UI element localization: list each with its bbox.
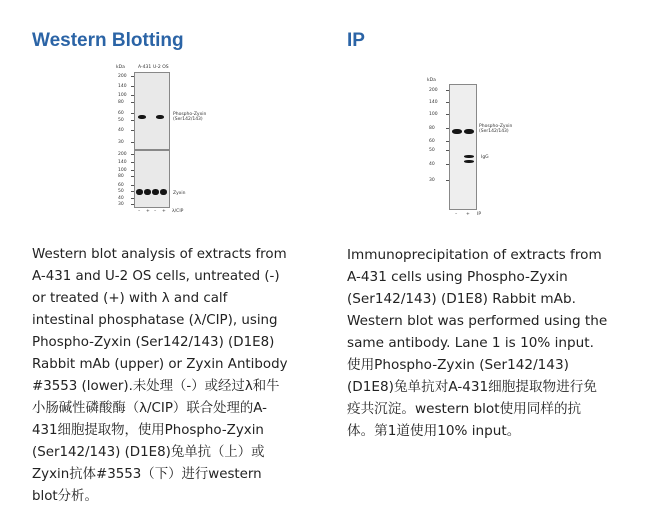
caption-line: Zyxin抗体#3553（下）进行western [32,467,262,482]
mw-marker-label: 100 [429,112,438,117]
mw-marker-label: 200 [429,88,438,93]
mw-marker-tick [446,114,449,115]
caption-line: 体。第1道使用10% input。 [347,423,521,439]
kda-label: kDa [116,65,125,70]
blot-band [138,115,146,119]
kda-label: kDa [427,78,436,83]
mw-marker-label: 80 [429,126,435,131]
caption-line: Immunoprecipitation of extracts from [347,247,602,263]
blot-band [152,189,159,195]
mw-marker-tick [131,142,134,143]
mw-marker-label: 100 [118,168,127,173]
blot-band [156,115,164,119]
caption-line: 小肠碱性磷酸酶（λ/CIP）联合处理的A- [32,401,267,416]
mw-marker-tick [446,150,449,151]
mw-marker-tick [131,198,134,199]
mw-marker-tick [446,180,449,181]
mw-marker-tick [446,102,449,103]
lane-sign: + [466,212,470,217]
mw-marker-label: 40 [118,196,124,201]
blot-band [136,189,143,195]
caption-line: intestinal phosphatase (λ/CIP), using [32,313,278,328]
caption-line: or treated (+) with λ and calf [32,291,228,306]
blot-band [144,189,151,195]
caption-line: #3553 (lower).未处理（-）或经过λ和牛 [32,379,280,394]
caption-line: 使用Phospho-Zyxin (Ser142/143) [347,357,569,373]
phospho-zyxin-band-label: Phospho-Zyxin (Ser142/143) [479,124,513,134]
lane-label: IP [477,212,482,217]
mw-marker-tick [131,191,134,192]
caption-line: 431细胞提取物，使用Phospho-Zyxin [32,423,264,438]
phospho-zyxin-band-label: Phospho-Zyxin (Ser142/143) [173,112,207,122]
western-blotting-heading: Western Blotting [32,30,184,51]
caption-line: (Ser142/143) (D1E8)兔单抗（上）或 [32,445,265,460]
mw-marker-tick [131,113,134,114]
mw-marker-tick [131,86,134,87]
zyxin-band-label: Zyxin [173,191,186,196]
caption-line: Rabbit mAb (upper) or Zyxin Antibody [32,357,288,372]
caption-line: blot分析。 [32,489,98,504]
caption-line: A-431 cells using Phospho-Zyxin [347,269,568,285]
mw-marker-tick [131,130,134,131]
mw-marker-label: 140 [429,100,438,105]
mw-marker-tick [446,141,449,142]
mw-marker-label: 50 [118,118,124,123]
caption-line: 疫共沉淀。western blot使用同样的抗 [347,401,582,417]
blot-band [464,129,474,134]
western-blot-caption [32,244,288,508]
lower-blot-panel [134,150,170,208]
column-label: U-2 OS [153,65,169,70]
igg-band [464,160,474,163]
ip-caption [347,244,607,442]
treatment-sign: + [146,209,150,214]
ip-blot-image [421,78,531,220]
lane-sign: – [455,212,458,217]
caption-line: Western blot analysis of extracts from [32,247,287,262]
treatment-sign: + [162,209,166,214]
mw-marker-label: 200 [118,74,127,79]
mw-marker-label: 140 [118,84,127,89]
caption-line: same antibody. Lane 1 is 10% input. [347,335,594,351]
mw-marker-label: 80 [118,100,124,105]
mw-marker-tick [131,154,134,155]
mw-marker-label: 60 [118,111,124,116]
mw-marker-tick [131,185,134,186]
mw-marker-label: 40 [118,128,124,133]
caption-line: (D1E8)兔单抗对A-431细胞提取物进行免 [347,379,597,395]
treatment-sign: – [154,209,157,214]
ip-heading: IP [347,30,365,51]
mw-marker-tick [446,90,449,91]
mw-marker-tick [446,164,449,165]
blot-band [452,129,462,134]
mw-marker-label: 140 [118,160,127,165]
mw-marker-label: 40 [429,162,435,167]
mw-marker-tick [131,170,134,171]
mw-marker-label: 60 [429,139,435,144]
mw-marker-tick [131,204,134,205]
igg-band [464,155,474,158]
column-label: A-431 [138,65,152,70]
mw-marker-tick [131,95,134,96]
mw-marker-label: 50 [429,148,435,153]
mw-marker-label: 200 [118,152,127,157]
mw-marker-label: 30 [429,178,435,183]
caption-line: Western blot was performed using the [347,313,608,329]
mw-marker-tick [131,162,134,163]
mw-marker-label: 30 [118,140,124,145]
upper-blot-panel [134,72,170,150]
caption-line: A-431 and U-2 OS cells, untreated (-) [32,269,280,284]
treatment-label: λ/CIP [172,209,184,214]
mw-marker-label: 60 [118,183,124,188]
mw-marker-tick [131,76,134,77]
treatment-sign: – [138,209,141,214]
caption-line: Phospho-Zyxin (Ser142/143) (D1E8) [32,335,275,350]
mw-marker-label: 50 [118,189,124,194]
mw-marker-tick [446,128,449,129]
ip-blot-panel [449,84,477,210]
mw-marker-label: 30 [118,202,124,207]
mw-marker-tick [131,120,134,121]
mw-marker-label: 80 [118,174,124,179]
western-blot-image [116,64,228,216]
caption-line: (Ser142/143) (D1E8) Rabbit mAb. [347,291,576,307]
mw-marker-tick [131,102,134,103]
igg-label: IgG [481,155,489,160]
mw-marker-label: 100 [118,93,127,98]
mw-marker-tick [131,176,134,177]
blot-band [160,189,167,195]
